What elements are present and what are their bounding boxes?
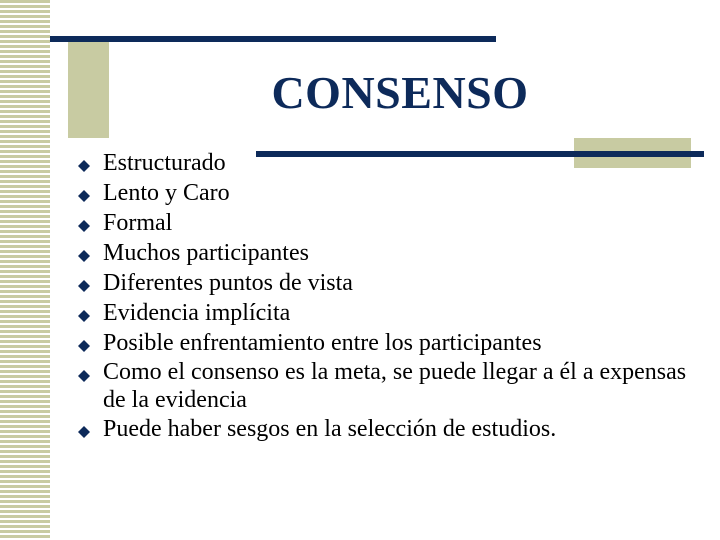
list-item xyxy=(78,208,698,238)
diamond-bullet-icon xyxy=(78,426,90,438)
title-rule xyxy=(50,36,496,42)
bullet-text: Formal xyxy=(103,210,173,236)
list-item xyxy=(78,298,698,328)
bullet-text: Puede haber sesgos en la selección de estudios. xyxy=(103,416,557,442)
bullet-text: Estructurado xyxy=(103,150,226,176)
list-item xyxy=(78,268,698,298)
diamond-bullet-icon xyxy=(78,160,90,172)
diamond-bullet-icon xyxy=(78,250,90,262)
bullet-text: Lento y Caro xyxy=(103,180,230,206)
bullet-text: Posible enfrentamiento entre los participantes xyxy=(103,330,542,356)
list-item xyxy=(78,178,698,208)
bullet-text: Como el consenso es la meta, se puede llegar a él a expensas de la evidencia xyxy=(103,359,687,413)
bullet-text: Evidencia implícita xyxy=(103,300,291,326)
bullet-text: Muchos participantes xyxy=(103,240,309,266)
diamond-bullet-icon xyxy=(78,280,90,292)
diamond-bullet-icon xyxy=(78,340,90,352)
list-item xyxy=(78,148,698,178)
diamond-bullet-icon xyxy=(78,370,90,382)
list-item xyxy=(78,238,698,268)
bullet-text: Diferentes puntos de vista xyxy=(103,270,353,296)
title-accent-block xyxy=(68,38,109,138)
list-item xyxy=(78,414,698,444)
bullet-list xyxy=(78,148,698,444)
left-stripe-decoration xyxy=(0,0,50,540)
diamond-bullet-icon xyxy=(78,190,90,202)
diamond-bullet-icon xyxy=(78,220,90,232)
slide-title: CONSENSO xyxy=(271,67,529,118)
diamond-bullet-icon xyxy=(78,310,90,322)
list-item xyxy=(78,328,698,358)
list-item xyxy=(78,358,698,414)
